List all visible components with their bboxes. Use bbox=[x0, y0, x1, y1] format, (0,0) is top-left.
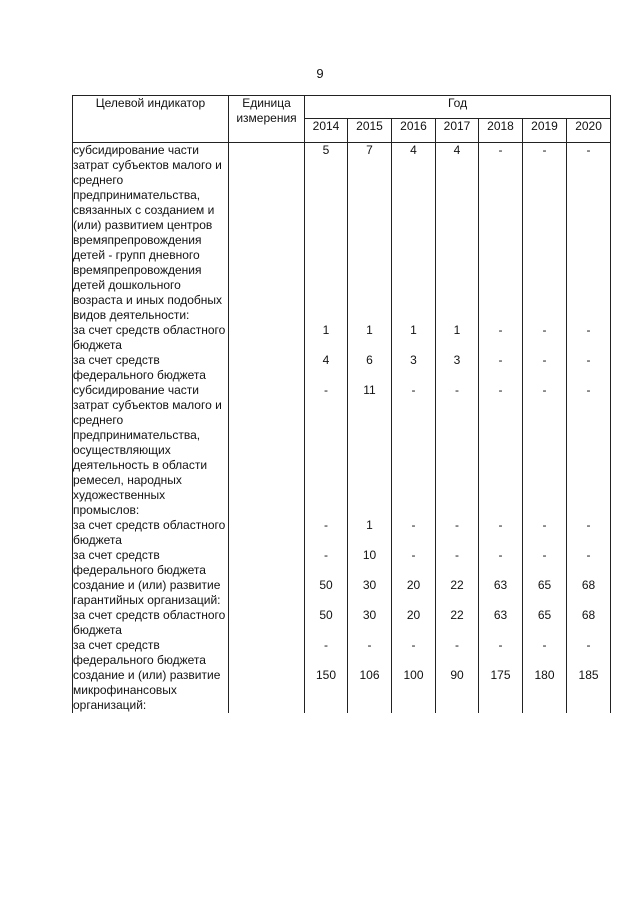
value-cell: 90 bbox=[436, 668, 479, 713]
indicator-label: за счет средств областного бюджета bbox=[73, 518, 229, 548]
unit-cell bbox=[229, 608, 305, 638]
value-cell: - bbox=[523, 638, 567, 668]
value-cell: - bbox=[479, 548, 523, 578]
value-cell: 20 bbox=[392, 578, 436, 608]
value-cell: 4 bbox=[392, 143, 436, 324]
unit-cell bbox=[229, 323, 305, 353]
unit-cell bbox=[229, 548, 305, 578]
value-cell: 1 bbox=[348, 323, 392, 353]
value-cell: - bbox=[479, 518, 523, 548]
value-cell: 30 bbox=[348, 608, 392, 638]
table-row bbox=[73, 638, 611, 668]
page-number: 9 bbox=[316, 66, 324, 81]
value-cell: 65 bbox=[523, 578, 567, 608]
header-year: 2018 bbox=[479, 119, 523, 143]
value-cell: 1 bbox=[392, 323, 436, 353]
value-cell: 3 bbox=[392, 353, 436, 383]
value-cell: 68 bbox=[567, 578, 611, 608]
unit-cell bbox=[229, 638, 305, 668]
value-cell: - bbox=[436, 548, 479, 578]
value-cell: 106 bbox=[348, 668, 392, 713]
value-cell: - bbox=[567, 638, 611, 668]
value-cell: 7 bbox=[348, 143, 392, 324]
value-cell: 50 bbox=[305, 608, 348, 638]
indicator-label: субсидирование части затрат субъектов малого и среднего предпринимательства, осуществляющих деятельность в области ремесел, народных художественных промыслов: bbox=[73, 383, 229, 518]
unit-cell bbox=[229, 143, 305, 324]
header-indicator: Целевой индикатор bbox=[73, 96, 229, 143]
value-cell: - bbox=[305, 638, 348, 668]
value-cell: - bbox=[523, 548, 567, 578]
table-row bbox=[73, 548, 611, 578]
header-year: 2015 bbox=[348, 119, 392, 143]
indicator-label: за счет средств областного бюджета bbox=[73, 608, 229, 638]
indicators-table bbox=[72, 95, 611, 713]
indicator-label: создание и (или) развитие гарантийных организаций: bbox=[73, 578, 229, 608]
value-cell: - bbox=[567, 548, 611, 578]
header-year: 2016 bbox=[392, 119, 436, 143]
table-body bbox=[73, 143, 611, 714]
value-cell: 4 bbox=[436, 143, 479, 324]
value-cell: - bbox=[348, 638, 392, 668]
header-year: 2020 bbox=[567, 119, 611, 143]
value-cell: 150 bbox=[305, 668, 348, 713]
value-cell: - bbox=[436, 383, 479, 518]
value-cell: - bbox=[479, 353, 523, 383]
value-cell: - bbox=[567, 383, 611, 518]
value-cell: 180 bbox=[523, 668, 567, 713]
value-cell: - bbox=[305, 548, 348, 578]
value-cell: 175 bbox=[479, 668, 523, 713]
value-cell: - bbox=[479, 383, 523, 518]
value-cell: 4 bbox=[305, 353, 348, 383]
value-cell: 10 bbox=[348, 548, 392, 578]
value-cell: - bbox=[567, 518, 611, 548]
value-cell: 3 bbox=[436, 353, 479, 383]
table-row bbox=[73, 518, 611, 548]
header-year: 2014 bbox=[305, 119, 348, 143]
value-cell: 30 bbox=[348, 578, 392, 608]
value-cell: - bbox=[523, 518, 567, 548]
table-row bbox=[73, 608, 611, 638]
value-cell: - bbox=[567, 353, 611, 383]
value-cell: - bbox=[479, 143, 523, 324]
header-year: 2017 bbox=[436, 119, 479, 143]
unit-cell bbox=[229, 353, 305, 383]
unit-cell bbox=[229, 518, 305, 548]
value-cell: - bbox=[392, 638, 436, 668]
value-cell: - bbox=[392, 548, 436, 578]
indicator-label: за счет средств федерального бюджета bbox=[73, 548, 229, 578]
value-cell: - bbox=[392, 383, 436, 518]
value-cell: 20 bbox=[392, 608, 436, 638]
value-cell: 100 bbox=[392, 668, 436, 713]
unit-cell bbox=[229, 383, 305, 518]
value-cell: 1 bbox=[305, 323, 348, 353]
value-cell: - bbox=[479, 323, 523, 353]
indicator-label: за счет средств областного бюджета bbox=[73, 323, 229, 353]
table-row bbox=[73, 578, 611, 608]
table-row bbox=[73, 353, 611, 383]
value-cell: 63 bbox=[479, 608, 523, 638]
indicator-label: создание и (или) развитие микрофинансовых организаций: bbox=[73, 668, 229, 713]
value-cell: 5 bbox=[305, 143, 348, 324]
value-cell: 6 bbox=[348, 353, 392, 383]
value-cell: - bbox=[523, 383, 567, 518]
value-cell: - bbox=[479, 638, 523, 668]
header-year: 2019 bbox=[523, 119, 567, 143]
table-row bbox=[73, 383, 611, 518]
table-row bbox=[73, 323, 611, 353]
value-cell: 1 bbox=[348, 518, 392, 548]
value-cell: - bbox=[523, 323, 567, 353]
value-cell: - bbox=[567, 143, 611, 324]
unit-cell bbox=[229, 668, 305, 713]
indicator-label: за счет средств федерального бюджета bbox=[73, 638, 229, 668]
value-cell: - bbox=[436, 518, 479, 548]
value-cell: - bbox=[523, 353, 567, 383]
unit-cell bbox=[229, 578, 305, 608]
value-cell: 65 bbox=[523, 608, 567, 638]
value-cell: 11 bbox=[348, 383, 392, 518]
table-row bbox=[73, 143, 611, 324]
value-cell: 185 bbox=[567, 668, 611, 713]
value-cell: - bbox=[567, 323, 611, 353]
value-cell: 22 bbox=[436, 578, 479, 608]
value-cell: 50 bbox=[305, 578, 348, 608]
value-cell: 1 bbox=[436, 323, 479, 353]
value-cell: - bbox=[436, 638, 479, 668]
indicator-label: за счет средств федерального бюджета bbox=[73, 353, 229, 383]
value-cell: - bbox=[305, 383, 348, 518]
indicator-label: субсидирование части затрат субъектов малого и среднего предпринимательства, связанных с созданием и (или) развитием центров времяпрепровождения детей - групп дневного времяпрепровождения детей дошкольного возраста и иных подобных видов деятельности: bbox=[73, 143, 229, 324]
value-cell: - bbox=[523, 143, 567, 324]
value-cell: - bbox=[392, 518, 436, 548]
value-cell: 63 bbox=[479, 578, 523, 608]
value-cell: 68 bbox=[567, 608, 611, 638]
header-unit: Единица измерения bbox=[229, 96, 305, 143]
header-year-group: Год bbox=[305, 96, 611, 119]
header-row bbox=[73, 96, 611, 119]
value-cell: 22 bbox=[436, 608, 479, 638]
table-row bbox=[73, 668, 611, 713]
value-cell: - bbox=[305, 518, 348, 548]
